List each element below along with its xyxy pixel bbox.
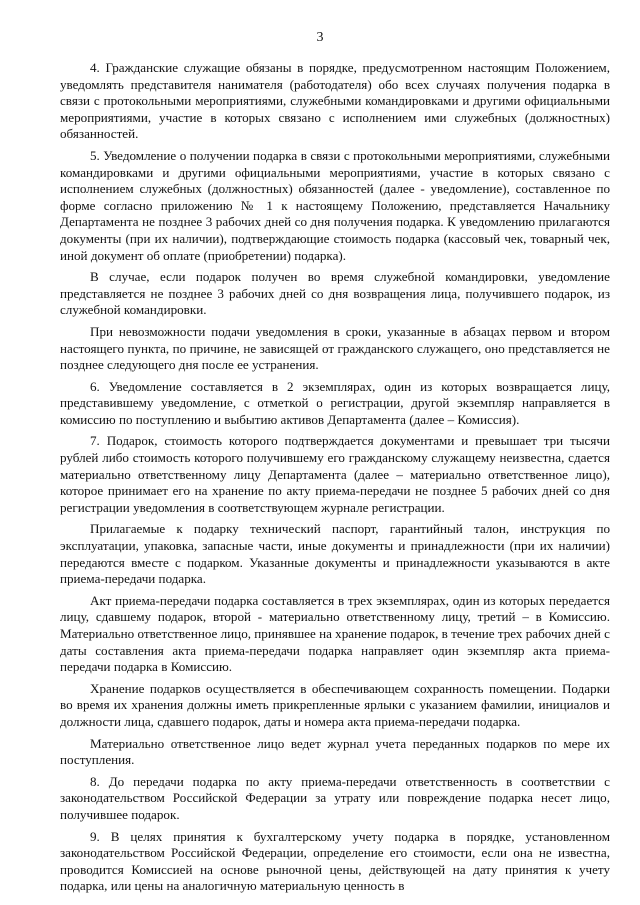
paragraph-6: 6. Уведомление составляется в 2 экземплярах, один из которых возвращается лицу, представившему уведомление, с отметкой о регистрации, другой экземпляр направляется в комиссию по поступлению и выбытию активов Департамента (далее – Комиссия). [60, 378, 610, 427]
paragraph-5-business-trip: В случае, если подарок получен во время служебной командировки, уведомление представляется не позднее 3 рабочих дней со дня возвращения лица, получившего подарок, из служебной командировки. [60, 269, 610, 318]
paragraph-7-attachments: Прилагаемые к подарку технический паспорт, гарантийный талон, инструкция по эксплуатации, упаковка, запасные части, иные документы и принадлежности (при их наличии) передаются вместе с подарком. Указанные документы и принадлежности указываются в акте приема-передачи подарка. [60, 521, 610, 587]
paragraph-8: 8. До передачи подарка по акту приема-передачи ответственность в соответствии с законодательством Российской Федерации за утрату или повреждение подарка несет лицо, получившее подарок. [60, 773, 610, 822]
paragraph-7-journal: Материально ответственное лицо ведет журнал учета переданных подарков по мере их поступления. [60, 735, 610, 768]
paragraph-5-impossibility: При невозможности подачи уведомления в сроки, указанные в абзацах первом и втором настоящего пункта, по причине, не зависящей от гражданского служащего, оно представляется не позднее следующего дня после ее устранения. [60, 323, 610, 373]
document-body [60, 60, 610, 900]
paragraph-5: 5. Уведомление о получении подарка в связи с протокольными мероприятиями, служебными командировками и другими официальными мероприятиями, участие в которых связано с исполнением служебных (должностных) обязанностей (далее - уведомление), составленное по форме согласно приложению № 1 к настоящему Положению, представляется Начальнику Департамента не позднее 3 рабочих дней со дня получения подарка. К уведомлению прилагаются документы (при их наличии), подтверждающие стоимость подарка (кассовый чек, товарный чек, иной документ об оплате (приобретении) подарка). [60, 147, 610, 263]
paragraph-7-act: Акт приема-передачи подарка составляется в трех экземплярах, один из которых передается лицу, сдавшему подарок, второй - материально ответственному лицу, третий – в Комиссию. Материально ответственное лицо, принявшее на хранение подарок, в течение трех рабочих дней с даты составления акта приема-передачи подарка направляет один экземпляр акта приема-передачи подарка в Комиссию. [60, 592, 610, 675]
paragraph-4: 4. Гражданские служащие обязаны в порядке, предусмотренном настоящим Положением, уведомлять представителя нанимателя (работодателя) обо всех случаях получения подарка в связи с протокольными мероприятиями, служебными командировками и другими официальными мероприятиями, участие в которых связано с исполнением ими служебных (должностных) обязанностей. [60, 60, 610, 142]
page-number: 3 [316, 30, 324, 45]
paragraph-7: 7. Подарок, стоимость которого подтверждается документами и превышает три тысячи рублей либо стоимость которого получившему его гражданскому служащему неизвестна, сдается материально ответственному лицу Департамента (далее – материально ответственное лицо), которое принимает его на хранение по акту приема-передачи не позднее 5 рабочих дней со дня регистрации уведомления в соответствующем журнале регистрации. [60, 433, 610, 515]
paragraph-9: 9. В целях принятия к бухгалтерскому учету подарка в порядке, установленном законодательством Российской Федерации, определение его стоимости, если она не известна, проводится Комиссией на основе рыночной цены, действующей на дату принятия к учету подарка, или цены на аналогичную материальную ценность в [60, 828, 610, 894]
paragraph-7-storage: Хранение подарков осуществляется в обеспечивающем сохранность помещении. Подарки во время их хранения должны иметь прикрепленные ярлыки с указанием фамилии, инициалов и должности лица, сдавшего подарок, даты и номера акта приема-передачи подарка. [60, 680, 610, 729]
